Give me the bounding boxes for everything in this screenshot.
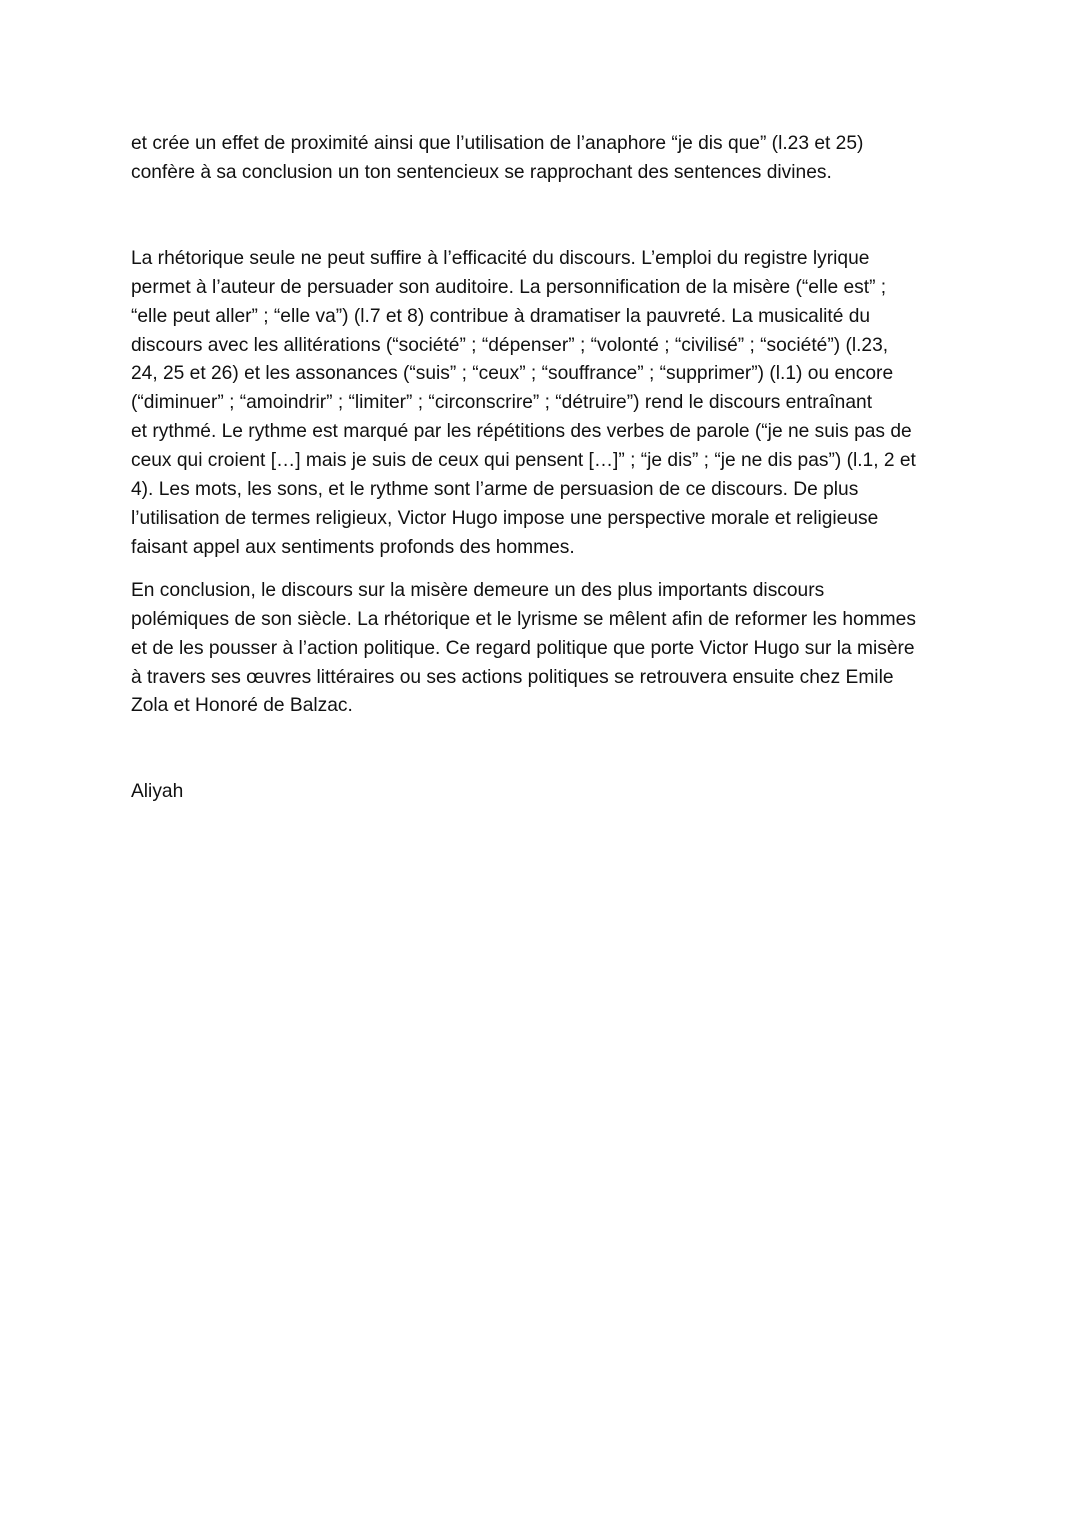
- text-line: discours avec les allitérations (“société” ; “dépenser” ; “volonté ; “civilisé” ; “société”) (l.23,: [131, 334, 889, 356]
- text-line: et rythmé. Le rythme est marqué par les répétitions des verbes de parole (“je ne suis pas de: [131, 421, 912, 443]
- paragraph-intro-conclusion: [131, 130, 961, 188]
- text-line: (“diminuer” ; “amoindrir” ; “limiter” ; “circonscrire” ; “détruire”) rend le discours entraînant: [131, 392, 873, 414]
- text-line: La rhétorique seule ne peut suffire à l’efficacité du discours. L’emploi du registre lyrique: [131, 247, 870, 269]
- text-line: faisant appel aux sentiments profonds des hommes.: [131, 536, 575, 558]
- text-line: polémiques de son siècle. La rhétorique et le lyrisme se mêlent afin de reformer les hommes: [131, 608, 916, 630]
- text-line: permet à l’auteur de persuader son auditoire. La personnification de la misère (“elle est” ;: [131, 276, 887, 298]
- text-line: En conclusion, le discours sur la misère demeure un des plus importants discours: [131, 579, 825, 601]
- document-body: [131, 130, 961, 807]
- author-signature: [131, 778, 961, 807]
- text-line: et de les pousser à l’action politique. Ce regard politique que porte Victor Hugo sur la misère: [131, 637, 915, 659]
- paragraph-conclusion: [131, 577, 961, 722]
- signature-text: Aliyah: [131, 781, 184, 803]
- text-line: 24, 25 et 26) et les assonances (“suis” ; “ceux” ; “souffrance” ; “supprimer”) (l.1) ou encore: [131, 363, 894, 385]
- text-line: 4). Les mots, les sons, et le rythme sont l’arme de persuasion de ce discours. De plus: [131, 479, 859, 501]
- text-line: “elle peut aller” ; “elle va”) (l.7 et 8) contribue à dramatiser la pauvreté. La musicalité du: [131, 305, 871, 327]
- text-line: Zola et Honoré de Balzac.: [131, 695, 353, 717]
- text-line: l’utilisation de termes religieux, Victor Hugo impose une perspective morale et religieuse: [131, 507, 879, 529]
- paragraph-lyric-register: [131, 245, 961, 563]
- text-line: confère à sa conclusion un ton sentencieux se rapprochant des sentences divines.: [131, 161, 832, 183]
- text-line: à travers ses œuvres littéraires ou ses actions politiques se retrouvera ensuite chez Emile: [131, 666, 894, 688]
- text-line: et crée un effet de proximité ainsi que l’utilisation de l’anaphore “je dis que” (l.23 et 25): [131, 133, 864, 154]
- text-line: ceux qui croient […] mais je suis de ceux qui pensent […]” ; “je dis” ; “je ne dis pas”) (l.1, 2 et: [131, 450, 916, 472]
